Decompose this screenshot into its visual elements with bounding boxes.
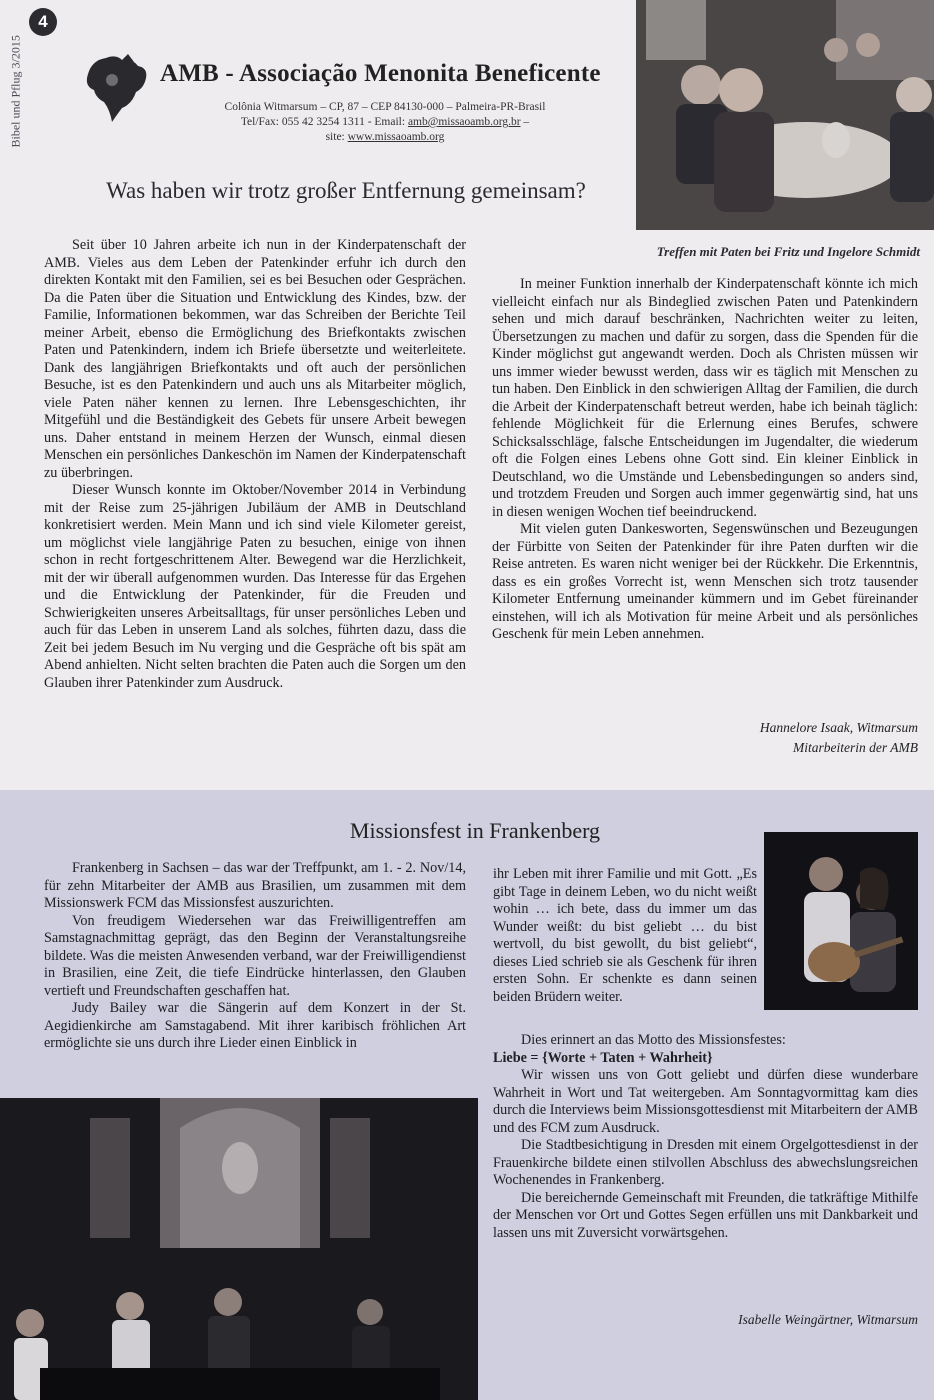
org-contact-info [160,100,610,145]
article2-paragraph: Judy Bailey war die Sängerin auf dem Konzert in der St. Aegidienkirche am Samstagabend. Mit ihrer karibisch fröhlichen Art ermöglichte sie uns durch ihre Lieder einen Einblick in [44,1000,466,1051]
amb-logo-icon [82,52,152,124]
article2-column-right [493,1032,918,1316]
singer-photo-image [764,832,918,1010]
page-number-badge: 4 [29,8,57,36]
email-suffix: – [520,116,530,128]
article2-title: Missionsfest in Frankenberg [349,818,601,843]
org-phone-email [160,115,610,130]
org-site [160,130,610,145]
article2-column-right-top [493,866,757,1032]
meeting-photo-image [636,0,934,230]
org-phone: Tel/Fax: 055 42 3254 1311 - Email: [240,116,408,128]
org-name: AMB - Associação Menonita Beneficente [160,60,601,87]
article1-paragraph: In meiner Funktion innerhalb der Kinderpatenschaft könnte ich mich vielleicht einfach nur als Bindeglied zwischen Paten und Patenkindern sehen und mich darauf beschränken, Nachrichten weiter zu leiten, Übersetzungen zu machen und dafür zu sorgen, dass die Spenden für die Kinder möglichst gut angewandt werden. Doch als Christen müssen wir uns immer wieder bewusst werden, dass wir es täglich mit Menschen zu tun haben. Den Einblick in den schwierigen Alltag der Familien, die durch die Arbeit der Kinderpatenschaft betreut werden, habe ich beinah täglich: fehlende Möglichkeit für die Erlernung eines Berufes, schwere Schicksalsschläge, falsche Entscheidungen im Jugendalter, die wiederum oft die Folgen eines Lebens ohne Gott sind. Ein kleiner Einblick in Deutschland, wo die Umstände und Lebensbedingungen so anders sind, und trotzdem Freuden und Sorgen auch immer gegenwärtig sind, hat uns in diesen wenigen Wochen tief beeindruckend. [492,276,918,520]
meeting-photo-caption: Treffen mit Paten bei Fritz und Ingelore Schmidt [656,244,920,259]
article1-author-role: Mitarbeiterin der AMB [793,740,918,755]
article1-paragraph: Mit vielen guten Dankesworten, Segenswünschen und Bezeugungen der Fürbitte von Seiten der Patenkinder für ihre Paten durften wir die Reise antreten. Es waren nicht weniger bei der Rückkehr. Die Erkenntnis, dass es ein großes Vorrecht ist, wenn Menschen sich trotz tausender Kilometer Entfernung umeinander kümmern und im Gebet füreinander einstehen, will ich als Motivation für meine Arbeit und als persönliches Geschenk für mein Leben annehmen. [492,521,918,642]
article2-paragraph: Von freudigem Wiedersehen war das Freiwilligentreffen am Samstagnachmittag geprägt, das den Beginn der Veranstaltungsreihe bildete. Was die meisten Anwesenden verband, war der Freiwilligendienst in Brasilien, eine Zeit, die tiefe Eindrücke hinterlassen, den Glauben vertieft und Freundschaften geschaffen hat. [44,912,466,999]
church-stage-photo-image [0,1098,478,1400]
motto: Liebe = {Worte + Taten + Wahrheit} [493,1049,713,1066]
article1-paragraph: Dieser Wunsch konnte im Oktober/November 2014 in Verbindung mit der Reise zum 25-jährigen Jubiläum der AMB in Deutschland konkretisiert werden. Mein Mann und ich sind viele Kilometer gereist, um möglichst viele langjährige Paten zu besuchen, einige von ihnen schon in recht fortgeschrittenem Alter. Bewegend war die Herzlichkeit, mit der wir überall aufgenommen wurden. Das Interesse für das Ergehen und die Entwicklung der Patenkinder, für die Freuden und Schwierigkeiten unseres Arbeitsalltags, für unser persönliches Leben und auch für das Leben in unserem Land als solches, führten dazu, dass die Zeit bei jedem Besuch im Nu verging und die Gespräche oft bis spät am Abend anhielten. Nicht selten brachten die Paten auch die Sorgen um den Glauben ihrer Patenkinder zum Ausdruck. [44,482,466,691]
article1-author: Hannelore Isaak, Witmarsum [759,720,918,735]
article2-paragraph: Die bereichernde Gemeinschaft mit Freunden, die tatkräftige Mithilfe der Menschen vor Ort und Gottes Segen erfüllen uns mit Dankbarkeit und lassen uns mit Zuversicht vorwärtsgehen. [493,1189,918,1241]
meeting-photo [636,0,934,230]
article2-author: Isabelle Weingärtner, Witmarsum [738,1312,918,1327]
magazine-issue-label: Bibel und Pflug 3/2015 [8,35,23,148]
article2-paragraph: ihr Leben mit ihrer Familie und mit Gott. „Es gibt Tage in deinem Leben, wo du nicht weißt wohin … ich bete, dass du immer um das Wunder weißt: du bist geliebt … du bist wertvoll, du bist gewollt, du bist geliebt“, dieses Lied schrieb sie als Geschenk für ihren ersten Sohn. Er schenkte es dann seinen beiden Brüdern weiter. [493,866,757,1005]
article1-paragraph: Seit über 10 Jahren arbeite ich nun in der Kinderpatenschaft der AMB. Vieles aus dem Leben der Patenkinder erfuhr ich durch den direkten Kontakt mit den Familien, sei es bei Besuchen oder Gesprächen. Da die Paten über die Situation und Entwicklung des Kindes, bzw. der Familie, Informationen bekommen, war das Schreiben der Berichte Teil meiner Arbeit, ebenso die Ermöglichung des Briefkontakts zwischen Paten und Patenkindern, indem ich Briefe übersetzte und weiterleitete. Dank des langjährigen Briefkontakts und oft auch der persönlichen Besuche, ist es den Patenkindern und auch uns als Mitarbeiter möglich, viele Paten näher kennen zu lernen. Ihre Lebensgeschichten, ihr Mitgefühl und die Beständigkeit des Gebets für unsere Arbeit bewegen uns. Daher entstand in meinem Herzen der Wunsch, einmal diesen Menschen ein persönliches Dankeschön im Namen der Kinderpatenschaft zu überbringen. [44,237,466,481]
singer-photo [764,832,918,1010]
church-stage-photo [0,1098,478,1400]
spine [0,0,32,790]
article2-column-left [44,860,466,1096]
org-address: Colônia Witmarsum – CP, 87 – CEP 84130-000 – Palmeira-PR-Brasil [224,101,546,113]
article1-column-left [44,237,466,767]
article1-title: Was haben wir trotz großer Entfernung gemeinsam? [106,178,586,203]
article2-paragraph: Frankenberg in Sachsen – das war der Treffpunkt, am 1. - 2. Nov/14, für zehn Mitarbeiter der AMB aus Brasilien, um zusammen mit dem Missionswerk FCM das Missionsfest auszurichten. [44,860,466,911]
site-prefix: site: [325,131,348,143]
article2-paragraph: Die Stadtbesichtigung in Dresden mit einem Orgelgottesdienst in der Frauenkirche bildete einen stilvollen Abschluss des abwechslungsreichen Wochenendes in Frankenberg. [493,1137,918,1188]
site-link[interactable]: www.missaoamb.org [347,131,445,143]
article1-column-right [492,276,918,716]
article2-paragraph: Wir wissen uns von Gott geliebt und dürfen diese wunderbare Wahrheit in Wort und Tat weitergeben. Am Sonntagvormittag kam dies durch die Interviews beim Missionsgottesdienst mit Mitarbeitern der AMB und des FCM zum Ausdruck. [493,1067,918,1136]
email-link[interactable]: amb@missaoamb.org.br [407,116,521,128]
motto-intro: Dies erinnert an das Motto des Missionsfestes: [521,1032,786,1048]
